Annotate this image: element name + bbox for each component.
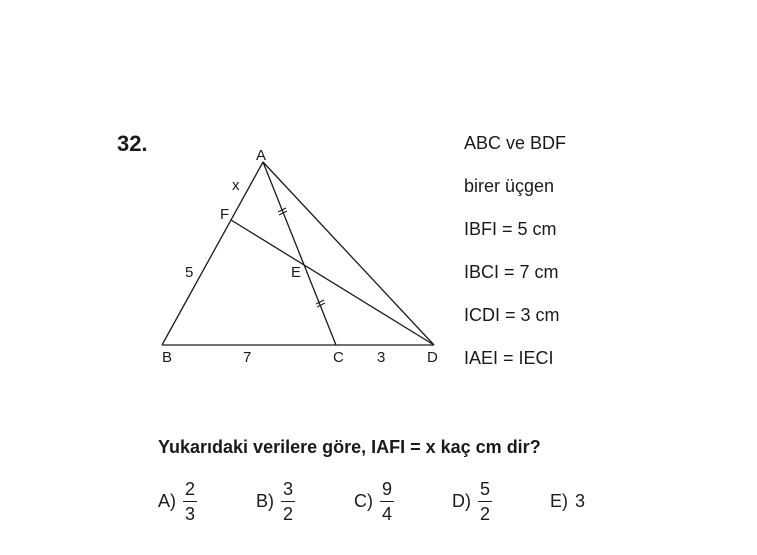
choice-label: C) xyxy=(354,490,373,511)
label-b: B xyxy=(162,349,173,366)
denominator: 2 xyxy=(480,503,491,524)
numerator: 2 xyxy=(183,480,197,502)
given-line: IAEI = IECI xyxy=(464,348,554,368)
choice-label: E) xyxy=(550,490,568,511)
given-line: IBFI = 5 cm xyxy=(464,219,557,239)
label-f: F xyxy=(220,206,230,223)
choice-a[interactable] xyxy=(158,476,197,526)
choice-label: D) xyxy=(452,490,471,511)
segment-ab xyxy=(162,162,263,345)
label-x: x xyxy=(232,177,240,194)
given-line: ICDI = 3 cm xyxy=(464,305,560,325)
label-7: 7 xyxy=(243,349,252,366)
choice-d[interactable] xyxy=(452,476,492,526)
label-3: 3 xyxy=(377,349,386,366)
fraction xyxy=(281,480,295,523)
label-c: C xyxy=(333,349,344,366)
denominator: 3 xyxy=(185,503,196,524)
question-number: 32. xyxy=(117,131,148,156)
label-5: 5 xyxy=(185,264,194,281)
choice-e[interactable] xyxy=(550,476,585,526)
segment-ad xyxy=(263,162,434,345)
given-line: birer üçgen xyxy=(464,176,555,196)
choice-b[interactable] xyxy=(256,476,295,526)
choice-label: B) xyxy=(256,490,274,511)
given-info xyxy=(464,134,566,392)
numerator: 5 xyxy=(478,480,492,502)
given-line: ABC ve BDF xyxy=(464,133,567,153)
choice-label: A) xyxy=(158,490,176,511)
label-e: E xyxy=(291,264,302,281)
given-line: IBCI = 7 cm xyxy=(464,262,559,282)
choice-value: 3 xyxy=(575,490,586,511)
fraction xyxy=(478,480,492,523)
fraction xyxy=(183,480,197,523)
segment-fd xyxy=(231,220,434,345)
question-text: Yukarıdaki verilere göre, IAFI = x kaç cm dir? xyxy=(158,437,541,457)
choice-c[interactable] xyxy=(354,476,394,526)
numerator: 3 xyxy=(281,480,295,502)
label-d: D xyxy=(427,349,438,366)
numerator: 9 xyxy=(380,480,394,502)
fraction xyxy=(380,480,394,523)
label-a: A xyxy=(256,147,267,164)
denominator: 4 xyxy=(382,503,393,524)
denominator: 2 xyxy=(283,503,294,524)
segment-ac xyxy=(263,162,336,345)
